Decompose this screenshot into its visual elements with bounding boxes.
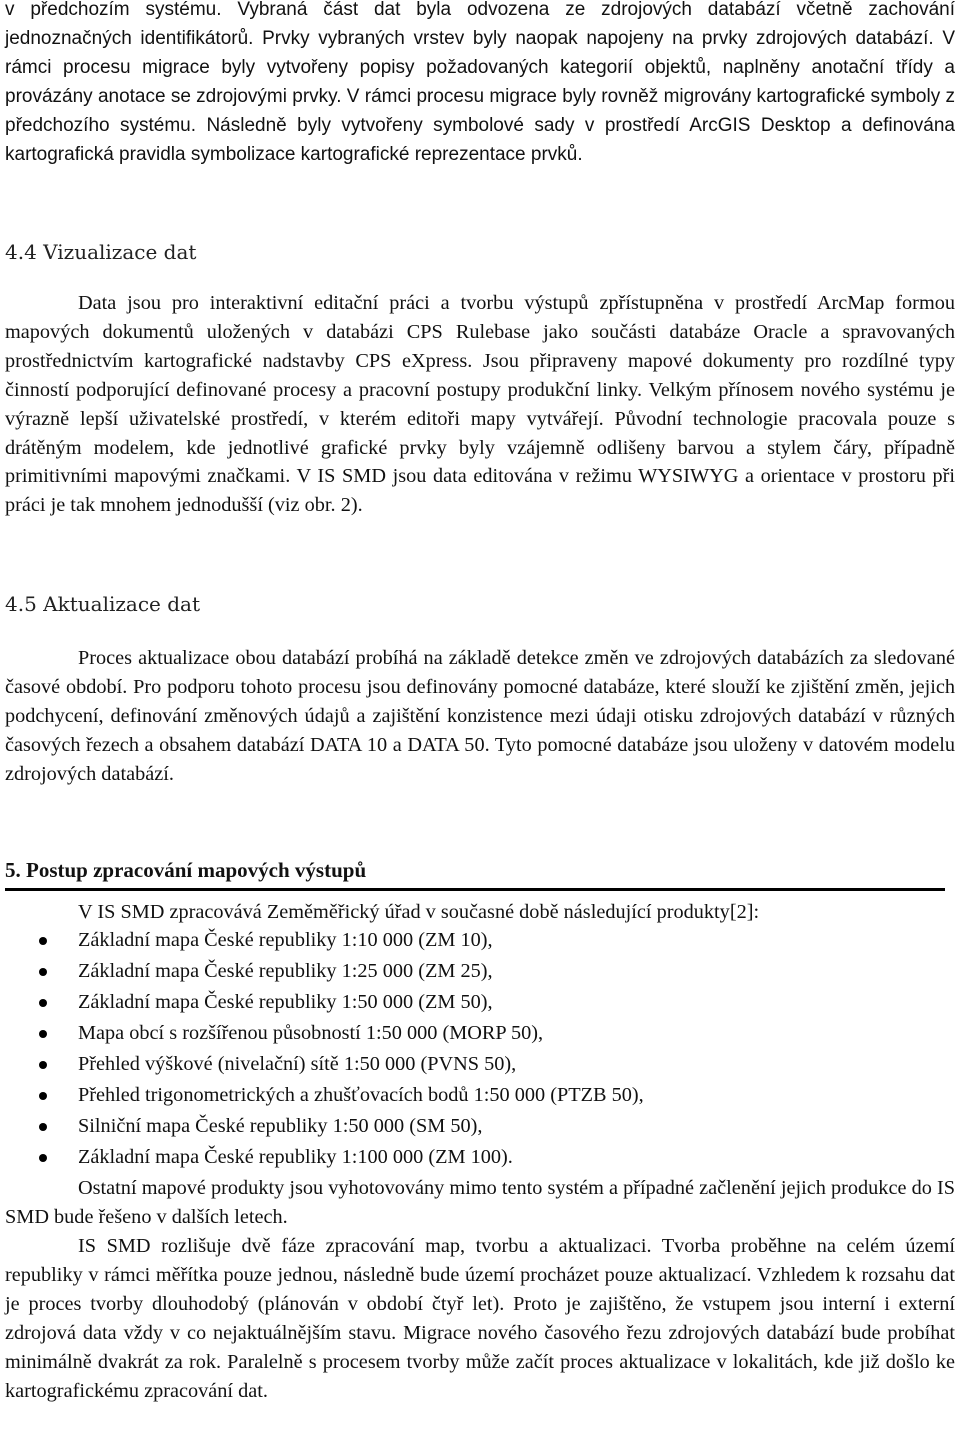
list-item bbox=[0, 1049, 644, 1080]
list-item bbox=[0, 1018, 644, 1049]
product-name: Základní mapa České republiky 1:10 000 (ZM 10), bbox=[78, 929, 493, 951]
list-item bbox=[0, 987, 644, 1018]
paragraph-other-products: Ostatní mapové produkty jsou vyhotovovány mimo tento systém a případné začlenění jejich produkce do IS SMD bude řešeno v dalších letech. bbox=[5, 1177, 955, 1228]
list-item bbox=[0, 1142, 644, 1173]
bullet-icon bbox=[39, 999, 47, 1007]
product-name: Přehled trigonometrických a zhušťovacích bodů 1:50 000 (PTZB 50), bbox=[78, 1084, 644, 1106]
product-name: Základní mapa České republiky 1:100 000 (ZM 100). bbox=[78, 1146, 513, 1168]
product-name: Silniční mapa České republiky 1:50 000 (SM 50), bbox=[78, 1115, 483, 1137]
product-name: Přehled výškové (nivelační) sítě 1:50 000 (PVNS 50), bbox=[78, 1053, 517, 1075]
list-item bbox=[0, 1111, 644, 1142]
bullet-icon bbox=[39, 1123, 47, 1131]
bullet-icon bbox=[39, 937, 47, 945]
paragraph-migration: v předchozím systému. Vybraná část dat byla odvozena ze zdrojových databází včetně zachování jednoznačných identifikátorů. Prvky vybraných vrstev byly naopak napojeny na prvky zdrojových databází. V rámci procesu migrace byly vytvořeny popisy požadovaných kategorií objektů, naplněny anotační třídy a provázány anotace se zdrojovými prvky. V rámci procesu migrace byly rovněž migrovány kartografické symboly z předchozího systému. Následně byly vytvořeny symbolové sady v prostředí ArcGIS Desktop a definována kartografická pravidla symbolizace kartografické reprezentace prvků. bbox=[5, 0, 955, 165]
list-item bbox=[0, 956, 644, 987]
product-name: Mapa obcí s rozšířenou působností 1:50 000 (MORP 50), bbox=[78, 1022, 544, 1044]
products-list bbox=[0, 925, 644, 1173]
bullet-icon bbox=[39, 968, 47, 976]
list-item bbox=[0, 1080, 644, 1111]
section-divider bbox=[5, 888, 945, 891]
section-5-heading: 5. Postup zpracování mapových výstupů bbox=[5, 858, 367, 882]
paragraph-phases: IS SMD rozlišuje dvě fáze zpracování map, tvorbu a aktualizaci. Tvorba proběhne na celém území republiky v rámci měřítka pouze jednou, následně bude území procházet pouze aktualizací. Vzhledem k rozsahu dat je proces tvorby dlouhodobý (plánován v období čtyř let). Proto je zajištěno, že vstupem jsou interní i externí zdrojová data vždy v co nejaktuálnějším stavu. Migrace nového časového řezu zdrojových databází bude probíhat minimálně dvakrát za rok. Paralelně s procesem tvorby může začít proces aktualizace v lokalitách, kde již došlo ke kartografickému zpracování dat. bbox=[5, 1235, 955, 1402]
paragraph-vizualizace: Data jsou pro interaktivní editační práci a tvorbu výstupů zpřístupněna v prostředí ArcMap formou mapových dokumentů uložených v databázi CPS Rulebase jako součásti databáze Oracle a spravovaných prostřednictvím kartografické nadstavby CPS eXpress. Jsou připraveny mapové dokumenty pro rozdílné typy činností podporující definované procesy a pracovní postupy produkční linky. Velkým přínosem nového systému je výrazně lepší uživatelské prostředí, v kterém editoři mapy vytvářejí. Původní technologie pracovala pouze s drátěným modelem, kde jednotlivé grafické prvky byly vzájemně odlišeny barvou a stylem čáry, případně primitivními mapovými značkami. V IS SMD jsou data editována v režimu WYSIWYG a orientace v prostoru při práci je tak mnohem jednodušší (viz obr. 2). bbox=[5, 292, 955, 517]
product-name: Základní mapa České republiky 1:50 000 (ZM 50), bbox=[78, 991, 493, 1013]
product-name: Základní mapa České republiky 1:25 000 (ZM 25), bbox=[78, 960, 493, 982]
section-4-4-heading: 4.4 Vizualizace dat bbox=[5, 240, 197, 264]
bullet-icon bbox=[39, 1092, 47, 1100]
products-intro: V IS SMD zpracovává Zeměměřický úřad v současné době následující produkty[2]: bbox=[78, 901, 760, 923]
list-item bbox=[0, 925, 644, 956]
section-4-5-heading: 4.5 Aktualizace dat bbox=[5, 592, 200, 616]
bullet-icon bbox=[39, 1154, 47, 1162]
paragraph-aktualizace: Proces aktualizace obou databází probíhá na základě detekce změn ve zdrojových databázích za sledované časové období. Pro podporu tohoto procesu jsou definovány pomocné databáze, které slouží ke zjištění změn, jejich podchycení, definování změnových údajů a zajištění konzistence mezi údaji otisku zdrojových databází v různých časových řezech a obsahem databází DATA 10 a DATA 50. Tyto pomocné databáze jsou uloženy v datovém modelu zdrojových databází. bbox=[5, 647, 955, 785]
bullet-icon bbox=[39, 1061, 47, 1069]
bullet-icon bbox=[39, 1030, 47, 1038]
